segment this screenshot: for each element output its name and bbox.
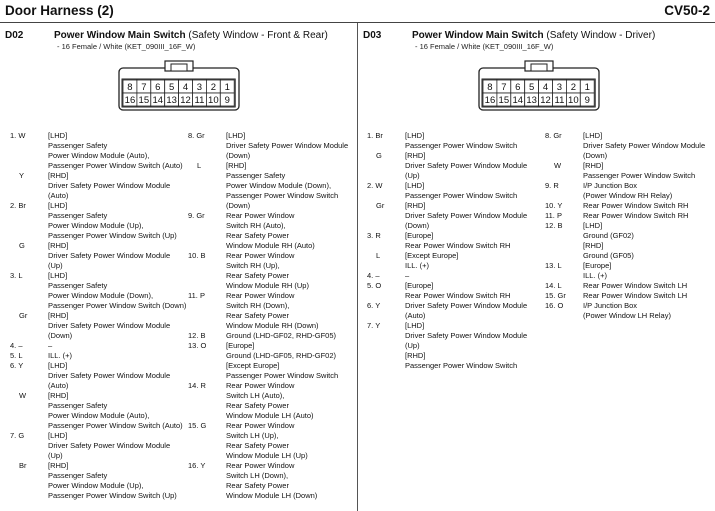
pin-description: Rear Power Window xyxy=(226,291,295,300)
pin-description: Passenger Safety xyxy=(48,281,108,290)
connector-pin-number: 12 xyxy=(540,95,551,106)
pin-description: Passenger Power Window Switch (Down) xyxy=(48,301,187,310)
pin-description: Window Module RH (Down) xyxy=(226,321,319,330)
pin-description: Passenger Power Window Switch (Auto) xyxy=(48,161,183,170)
pin-label: 12. B xyxy=(188,331,206,340)
connector-pin-number: 15 xyxy=(138,95,150,106)
connector-pin-number: 2 xyxy=(210,82,216,93)
connector-pin-number: 10 xyxy=(208,95,219,106)
pin-description: Rear Safety Power xyxy=(226,441,289,450)
pin-description: [RHD] xyxy=(226,161,247,170)
d02-connector-diagram xyxy=(118,60,240,112)
pin-label: L xyxy=(197,161,202,170)
pin-label: 12. B xyxy=(545,221,563,230)
pin-label: 8. Gr xyxy=(188,131,205,140)
pin-description: I/P Junction Box xyxy=(583,181,638,190)
pin-description: ILL. (+) xyxy=(583,271,607,280)
pin-description: Ground (LHD-GF02, RHD-GF05) xyxy=(226,331,337,340)
pin-description: Driver Safety Power Window Module xyxy=(48,371,171,380)
pin-description: (Down) xyxy=(226,151,251,160)
pin-description: [LHD] xyxy=(226,131,246,140)
pin-label: Br xyxy=(19,461,27,470)
pin-label: 5. O xyxy=(367,281,382,290)
pin-description: Passenger Power Window Switch xyxy=(226,191,339,200)
column-divider xyxy=(357,23,358,511)
pin-description: Power Window Module (Auto), xyxy=(48,151,150,160)
pin-description: (Auto) xyxy=(48,191,69,200)
pin-description: (Auto) xyxy=(48,381,69,390)
pin-description: Rear Power Window xyxy=(226,211,295,220)
pin-label: 2. W xyxy=(367,181,383,190)
connector-pin-number: 14 xyxy=(152,95,164,106)
pin-label: 3. L xyxy=(10,271,23,280)
connector-latch-inner xyxy=(531,64,547,71)
pin-description: Rear Safety Power xyxy=(226,231,289,240)
pin-description: [RHD] xyxy=(48,241,69,250)
connector-pin-number: 11 xyxy=(194,95,205,106)
d03-subtitle: - 16 Female / White (KET_090III_16F_W) xyxy=(415,42,554,51)
pin-description: [LHD] xyxy=(405,131,425,140)
pin-description: Rear Power Window Switch RH xyxy=(583,211,689,220)
pin-description: [Europe] xyxy=(226,341,255,350)
pin-description: I/P Junction Box xyxy=(583,301,638,310)
pin-description: Passenger Safety xyxy=(226,171,286,180)
pin-description: [LHD] xyxy=(48,271,68,280)
pin-description: [LHD] xyxy=(48,361,68,370)
pin-description: (Auto) xyxy=(405,311,426,320)
pin-description: Rear Power Window Switch LH xyxy=(583,281,688,290)
pin-description: Driver Safety Power Window Module xyxy=(48,441,171,450)
connector-pin-number: 10 xyxy=(568,95,579,106)
pin-description: [RHD] xyxy=(48,391,69,400)
pin-description: (Down) xyxy=(48,331,73,340)
d03-title-main: Power Window Main Switch xyxy=(412,30,544,41)
connector-pin-number: 8 xyxy=(487,82,493,93)
pin-description: Passenger Safety xyxy=(48,401,108,410)
pin-description: [Except Europe] xyxy=(405,251,459,260)
pin-description: [LHD] xyxy=(405,181,425,190)
connector-pin-number: 16 xyxy=(124,95,136,106)
pin-description: Window Module LH (Auto) xyxy=(226,411,314,420)
pin-description: Ground (LHD-GF05, RHD-GF02) xyxy=(226,351,337,360)
pin-description: Power Window Module (Down), xyxy=(48,291,154,300)
pin-label: 6. Y xyxy=(367,301,381,310)
pin-description: Passenger Power Window Switch (Auto) xyxy=(48,421,183,430)
pin-description: [Europe] xyxy=(405,281,434,290)
pin-description: (Up) xyxy=(48,451,63,460)
pin-label: 4. – xyxy=(367,271,380,280)
pin-description: (Down) xyxy=(583,151,608,160)
pin-description: (Up) xyxy=(48,261,63,270)
d02-title-main: Power Window Main Switch xyxy=(54,30,186,41)
pin-label: 11. P xyxy=(188,291,205,300)
connector-pin-number: 16 xyxy=(484,95,496,106)
d03-title-sub: (Safety Window - Driver) xyxy=(546,30,656,41)
pin-description: Rear Safety Power xyxy=(226,481,289,490)
pin-description: Passenger Safety xyxy=(48,471,108,480)
pin-label: 16. Y xyxy=(188,461,206,470)
pin-description: Switch RH (Auto), xyxy=(226,221,286,230)
page-header xyxy=(0,0,715,23)
pin-description: Passenger Power Window Switch (Up) xyxy=(48,231,177,240)
pin-description: [RHD] xyxy=(583,161,604,170)
connector-pin-number: 3 xyxy=(556,82,563,93)
pin-label: 1. W xyxy=(10,131,26,140)
pin-label: 14. R xyxy=(188,381,206,390)
pin-label: W xyxy=(554,161,562,170)
page-title: Door Harness (2) xyxy=(5,3,114,18)
pin-label: 10. B xyxy=(188,251,206,260)
connector-pin-number: 9 xyxy=(224,95,230,106)
connector-pin-number: 4 xyxy=(182,82,189,93)
pin-label: 9. R xyxy=(545,181,559,190)
pin-description: ILL. (+) xyxy=(405,261,429,270)
pin-description: – xyxy=(48,341,53,350)
pin-description: Driver Safety Power Window Module xyxy=(226,141,349,150)
pin-description: Passenger Power Window Switch xyxy=(583,171,696,180)
d03-title xyxy=(412,30,655,41)
pin-description: [LHD] xyxy=(48,131,68,140)
connector-pin-number: 5 xyxy=(529,82,535,93)
connector-pin-number: 11 xyxy=(554,95,565,106)
pin-description: Power Window Module (Auto), xyxy=(48,411,150,420)
pin-description: Rear Power Window xyxy=(226,461,295,470)
pin-label: Gr xyxy=(19,311,28,320)
d02-subtitle: - 16 Female / White (KET_090III_16F_W) xyxy=(57,42,196,51)
pin-description: Passenger Safety xyxy=(48,141,108,150)
connector-pin-number: 7 xyxy=(501,82,507,93)
page-code: CV50-2 xyxy=(664,3,710,18)
pin-description: Switch RH (Up), xyxy=(226,261,280,270)
pin-label: 13. L xyxy=(545,261,562,270)
d02-title xyxy=(54,30,328,41)
pin-label: 1. Br xyxy=(367,131,383,140)
pin-description: Power Window Module (Down), xyxy=(226,181,332,190)
d03-connector-diagram xyxy=(478,60,600,112)
pin-label: 13. O xyxy=(188,341,207,350)
connector-pin-number: 6 xyxy=(515,82,521,93)
pin-description: Switch RH (Down), xyxy=(226,301,290,310)
pin-label: Gr xyxy=(376,201,385,210)
pin-label: 14. L xyxy=(545,281,562,290)
pin-label: G xyxy=(376,151,382,160)
pin-description: Driver Safety Power Window Module xyxy=(48,321,171,330)
d02-connector-id: D02 xyxy=(5,30,24,41)
pin-description: Passenger Safety xyxy=(48,211,108,220)
pin-description: – xyxy=(405,271,410,280)
connector-pin-number: 5 xyxy=(169,82,175,93)
pin-label: 11. P xyxy=(545,211,562,220)
pin-description: Passenger Power Window Switch xyxy=(405,141,518,150)
connector-pin-number: 1 xyxy=(584,82,590,93)
pin-description: Passenger Power Window Switch xyxy=(405,361,518,370)
connector-pin-number: 3 xyxy=(196,82,203,93)
pin-description: (Power Window LH Relay) xyxy=(583,311,671,320)
pin-description: [LHD] xyxy=(583,131,603,140)
pin-description: [LHD] xyxy=(405,321,425,330)
pin-description: Rear Safety Power xyxy=(226,401,289,410)
pin-description: [Except Europe] xyxy=(226,361,280,370)
pin-description: [RHD] xyxy=(405,151,426,160)
pin-label: 15. Gr xyxy=(545,291,566,300)
pin-description: Rear Safety Power xyxy=(226,271,289,280)
pin-description: [LHD] xyxy=(583,221,603,230)
pin-description: (Power Window RH Relay) xyxy=(583,191,673,200)
pin-description: [LHD] xyxy=(48,201,68,210)
pin-label: 7. G xyxy=(10,431,25,440)
pin-description: Window Module RH (Up) xyxy=(226,281,309,290)
connector-pin-number: 4 xyxy=(542,82,549,93)
pin-label: L xyxy=(376,251,381,260)
pin-label: 3. R xyxy=(367,231,381,240)
pin-description: Window Module RH (Auto) xyxy=(226,241,315,250)
pin-description: [RHD] xyxy=(405,351,426,360)
connector-pin-number: 13 xyxy=(166,95,177,106)
pin-label: 2. Br xyxy=(10,201,26,210)
pin-description: [RHD] xyxy=(48,171,69,180)
pin-description: [RHD] xyxy=(405,201,426,210)
pin-label: 6. Y xyxy=(10,361,24,370)
pin-description: ILL. (+) xyxy=(48,351,72,360)
pin-description: Driver Safety Power Window Module xyxy=(583,141,706,150)
pin-description: [RHD] xyxy=(48,311,69,320)
connector-pin-number: 14 xyxy=(512,95,524,106)
pin-description: Passenger Power Window Switch xyxy=(405,191,518,200)
pin-label: 4. – xyxy=(10,341,23,350)
pin-description: Driver Safety Power Window Module xyxy=(405,211,528,220)
pin-description: Rear Power Window Switch RH xyxy=(405,291,511,300)
pin-description: [Europe] xyxy=(583,261,612,270)
pin-label: G xyxy=(19,241,25,250)
pin-description: (Down) xyxy=(226,201,251,210)
pin-description: Driver Safety Power Window Module xyxy=(405,161,528,170)
pin-label: 15. G xyxy=(188,421,207,430)
connector-pin-number: 1 xyxy=(224,82,230,93)
connector-pin-number: 6 xyxy=(155,82,161,93)
connector-pin-number: 13 xyxy=(526,95,537,106)
connector-latch-inner xyxy=(171,64,187,71)
connector-pin-number: 12 xyxy=(180,95,191,106)
pin-label: Y xyxy=(19,171,25,180)
pin-description: Switch LH (Auto), xyxy=(226,391,285,400)
pin-description: Rear Power Window xyxy=(226,381,295,390)
pin-description: Rear Power Window Switch RH xyxy=(405,241,511,250)
connector-pin-number: 9 xyxy=(584,95,590,106)
pin-description: Rear Power Window Switch RH xyxy=(583,201,689,210)
pin-description: Rear Power Window xyxy=(226,251,295,260)
pin-description: (Up) xyxy=(405,171,420,180)
pin-description: Passenger Power Window Switch (Up) xyxy=(48,491,177,500)
pin-description: Ground (GF05) xyxy=(583,251,634,260)
pin-description: Switch LH (Down), xyxy=(226,471,289,480)
pin-description: [Europe] xyxy=(405,231,434,240)
pin-label: 16. O xyxy=(545,301,564,310)
pin-description: [LHD] xyxy=(48,431,68,440)
pin-description: Window Module LH (Down) xyxy=(226,491,318,500)
connector-pin-number: 15 xyxy=(498,95,510,106)
pin-description: Ground (GF02) xyxy=(583,231,634,240)
pin-description: Window Module LH (Up) xyxy=(226,451,308,460)
connector-pin-number: 2 xyxy=(570,82,576,93)
d02-title-sub: (Safety Window - Front & Rear) xyxy=(188,30,328,41)
pin-label: 8. Gr xyxy=(545,131,562,140)
d03-connector-id: D03 xyxy=(363,30,382,41)
pin-description: [RHD] xyxy=(48,461,69,470)
pin-description: Rear Power Window Switch LH xyxy=(583,291,688,300)
pin-description: Driver Safety Power Window Module xyxy=(48,181,171,190)
pin-description: (Down) xyxy=(405,221,430,230)
pin-description: [RHD] xyxy=(583,241,604,250)
connector-pin-number: 8 xyxy=(127,82,133,93)
pin-description: Driver Safety Power Window Module xyxy=(405,331,528,340)
pin-description: Driver Safety Power Window Module xyxy=(405,301,528,310)
pin-label: 5. L xyxy=(10,351,23,360)
pin-description: Driver Safety Power Window Module xyxy=(48,251,171,260)
pin-description: Power Window Module (Up), xyxy=(48,481,144,490)
pin-label: 9. Gr xyxy=(188,211,205,220)
pin-description: Switch LH (Up), xyxy=(226,431,279,440)
pin-description: Rear Power Window xyxy=(226,421,295,430)
pin-description: Rear Safety Power xyxy=(226,311,289,320)
connector-pin-number: 7 xyxy=(141,82,147,93)
pin-label: W xyxy=(19,391,27,400)
pin-label: 7. Y xyxy=(367,321,381,330)
pin-label: 10. Y xyxy=(545,201,563,210)
pin-description: Power Window Module (Up), xyxy=(48,221,144,230)
pin-description: (Up) xyxy=(405,341,420,350)
pin-description: Passenger Power Window Switch xyxy=(226,371,339,380)
